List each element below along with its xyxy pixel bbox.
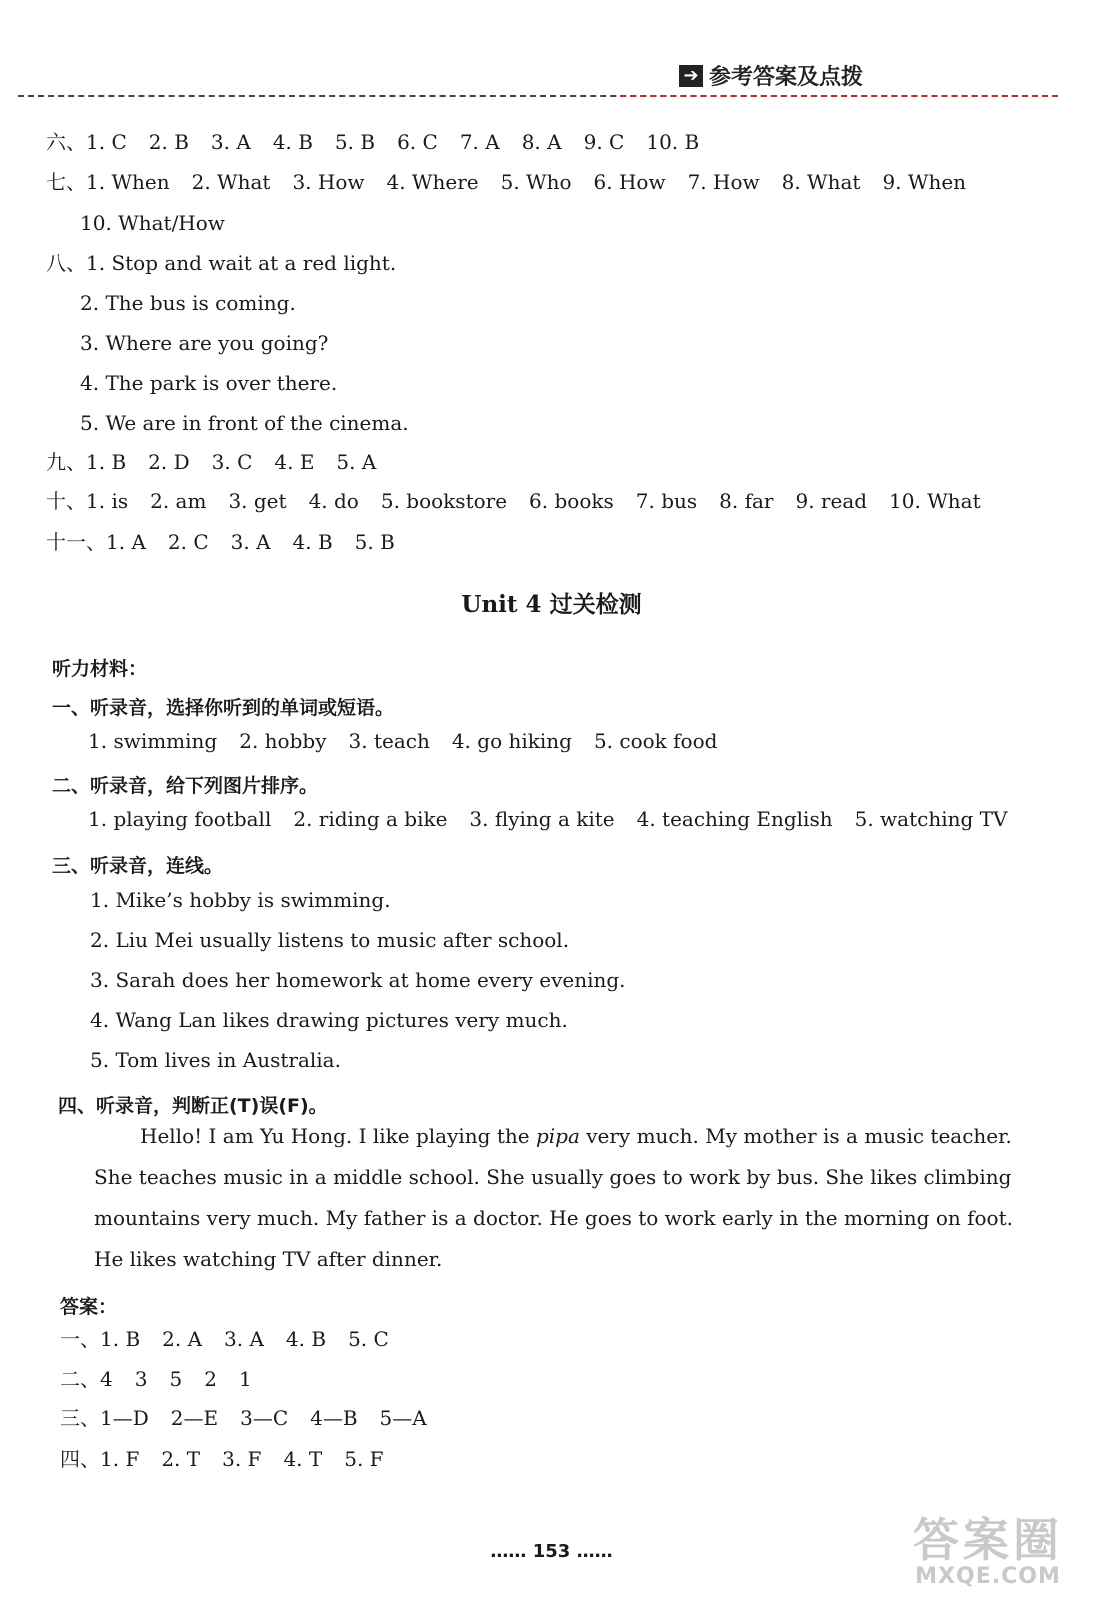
list-item: 2. hobby (239, 729, 327, 753)
list-item: 3. Sarah does her homework at home every evening. (90, 968, 626, 992)
row-label: 九、 (46, 450, 86, 474)
answer-item: 3. A (230, 530, 271, 554)
listening-section-2-title: 二、听录音，给下列图片排序。 (52, 775, 319, 797)
answer-item: 5. A (336, 450, 377, 474)
answer-item: 6. books (529, 489, 614, 513)
answer-item: 5. bookstore (380, 489, 508, 513)
header-divider-accent (620, 95, 1058, 97)
listening-section-1-title: 一、听录音，选择你听到的单词或短语。 (52, 697, 395, 719)
answer-item: 5. Who (500, 170, 572, 194)
answer-item: 4. B (292, 530, 333, 554)
list-item: 4. go hiking (451, 729, 572, 753)
answer-item: 1. is (86, 489, 129, 513)
dots-left: …… (490, 1541, 527, 1562)
header-title: 参考答案及点拨 (708, 65, 863, 90)
answer-row-7-continued: 10. What/How (80, 211, 225, 235)
answer-item: 1. A (106, 530, 146, 554)
answer-item: 5. B (354, 530, 395, 554)
page-header (679, 60, 863, 91)
answers-heading: 答案： (60, 1296, 118, 1318)
list-item: 4. Wang Lan likes drawing pictures very much. (90, 1008, 568, 1032)
page-number-value: 153 (532, 1541, 571, 1562)
row-label: 八、 (46, 251, 86, 275)
answer-row-6 (46, 132, 721, 152)
answer-item: 3. get (228, 489, 287, 513)
row-label: 三、 (60, 1406, 100, 1430)
answer-item: 5. F (344, 1447, 384, 1471)
listening-section-1-items (88, 731, 739, 751)
listening-passage (94, 1116, 1024, 1280)
answer-row-9 (46, 452, 398, 472)
list-item: 5. cook food (593, 729, 718, 753)
row-label: 一、 (60, 1327, 100, 1351)
answer-item: 3. F (222, 1447, 262, 1471)
answer-row-11 (46, 532, 417, 552)
answer-item: 1. B (100, 1327, 141, 1351)
answer-item: 3. How (292, 170, 365, 194)
answer-item: 4. B (272, 130, 313, 154)
answer-item: 10. B (646, 130, 700, 154)
answer-item: 2—E (170, 1406, 219, 1430)
answer-item: 1—D (100, 1406, 149, 1430)
answer-item: 9. read (795, 489, 868, 513)
list-item: 5. Tom lives in Australia. (90, 1048, 341, 1072)
answer-item: 7. A (459, 130, 500, 154)
answer-item: 8. far (719, 489, 774, 513)
answer-item: 5—A (379, 1406, 427, 1430)
answer-row-a1 (60, 1329, 411, 1349)
list-item: 1. swimming (88, 729, 218, 753)
answer-item: 4. B (285, 1327, 327, 1351)
listening-heading: 听力材料： (52, 658, 148, 680)
row-label: 二、 (60, 1367, 100, 1391)
answer-row-10 (46, 491, 1003, 511)
passage-text: very much. My mother is a music teacher. She teaches music in a middle school. She usually goes to work by bus. She likes climbing mountains very much. My father is a doctor. He goes to work early in the morning on foot. He likes watching TV after dinner. (94, 1124, 1013, 1271)
list-item: 1. Mike’s hobby is swimming. (90, 888, 391, 912)
list-item: 1. playing football (88, 807, 272, 831)
dots-right: …… (576, 1541, 613, 1562)
answer-item: 9. When (882, 170, 967, 194)
answer-item: 7. How (687, 170, 760, 194)
answer-item: 3—C (240, 1406, 289, 1430)
arrow-right-icon: ➔ (679, 65, 703, 87)
answer-item: 4. Where (386, 170, 479, 194)
answer-item: 5. B (334, 130, 376, 154)
list-item: 3. teach (348, 729, 430, 753)
answer-item: 6. C (397, 130, 438, 154)
section-title: Unit 4 过关检测 (461, 591, 642, 618)
answer-item: 1. B (86, 450, 127, 474)
answer-sentence: 1. Stop and wait at a red light. (86, 251, 397, 275)
list-item: 3. flying a kite (469, 807, 615, 831)
answer-item: 2. D (148, 450, 190, 474)
answer-item: 2. T (161, 1447, 201, 1471)
listening-section-3-title: 三、听录音，连线。 (52, 855, 224, 877)
answer-item: 6. How (593, 170, 666, 194)
answer-item: 2. B (148, 130, 189, 154)
answer-item: 1. When (86, 170, 170, 194)
answer-sentence: 5. We are in front of the cinema. (80, 411, 409, 435)
answer-item: 8. What (781, 170, 861, 194)
answer-item: 5. C (348, 1327, 389, 1351)
answer-item: 4—B (310, 1406, 358, 1430)
watermark-text: 答案圈 (913, 1513, 1063, 1567)
answer-item: 9. C (583, 130, 625, 154)
row-label: 四、 (60, 1447, 100, 1471)
answer-item: 2. am (150, 489, 207, 513)
list-item: 2. Liu Mei usually listens to music after school. (90, 928, 570, 952)
answer-item: 4. E (274, 450, 315, 474)
answer-item: 2. What (191, 170, 271, 194)
answer-item: 4. T (283, 1447, 323, 1471)
answer-item: 1. C (86, 130, 127, 154)
answer-item: 2 (204, 1367, 217, 1391)
listening-section-4-title: 四、听录音，判断正(T)误(F)。 (58, 1095, 328, 1117)
row-label: 十一、 (46, 530, 106, 554)
watermark-url: MXQE.COM (915, 1564, 1061, 1589)
answer-sentence: 4. The park is over there. (80, 371, 338, 395)
list-item: 2. riding a bike (293, 807, 448, 831)
answer-row-a4 (60, 1449, 406, 1469)
answer-sentence: 3. Where are you going? (80, 331, 329, 355)
answer-item: 5 (169, 1367, 183, 1391)
passage-italic: pipa (535, 1124, 580, 1148)
listening-section-2-items (88, 809, 1029, 829)
answer-row-7 (46, 172, 988, 192)
answer-item: 10. What (889, 489, 981, 513)
answer-item: 2. A (162, 1327, 203, 1351)
watermark-logo (893, 1504, 1083, 1592)
answer-item: 7. bus (635, 489, 698, 513)
list-item: 5. watching TV (854, 807, 1008, 831)
answer-item: 2. C (167, 530, 209, 554)
answer-item: 4 (100, 1367, 113, 1391)
answer-item: 1 (238, 1367, 252, 1391)
answer-item: 8. A (521, 130, 562, 154)
answer-item: 3. C (211, 450, 253, 474)
row-label: 六、 (46, 130, 86, 154)
answer-sentence: 2. The bus is coming. (80, 291, 296, 315)
answer-item: 1. F (100, 1447, 140, 1471)
answer-item: 3. A (210, 130, 251, 154)
answer-item: 3 (134, 1367, 148, 1391)
answer-item: 4. do (308, 489, 359, 513)
row-label: 十、 (46, 489, 86, 513)
answer-item: 3. A (224, 1327, 264, 1351)
answer-row-a2 (60, 1369, 274, 1389)
answer-row-a3 (60, 1408, 449, 1428)
answer-row-8-1 (46, 253, 396, 273)
row-label: 七、 (46, 170, 86, 194)
passage-text: Hello! I am Yu Hong. I like playing the (140, 1124, 536, 1148)
list-item: 4. teaching English (636, 807, 833, 831)
